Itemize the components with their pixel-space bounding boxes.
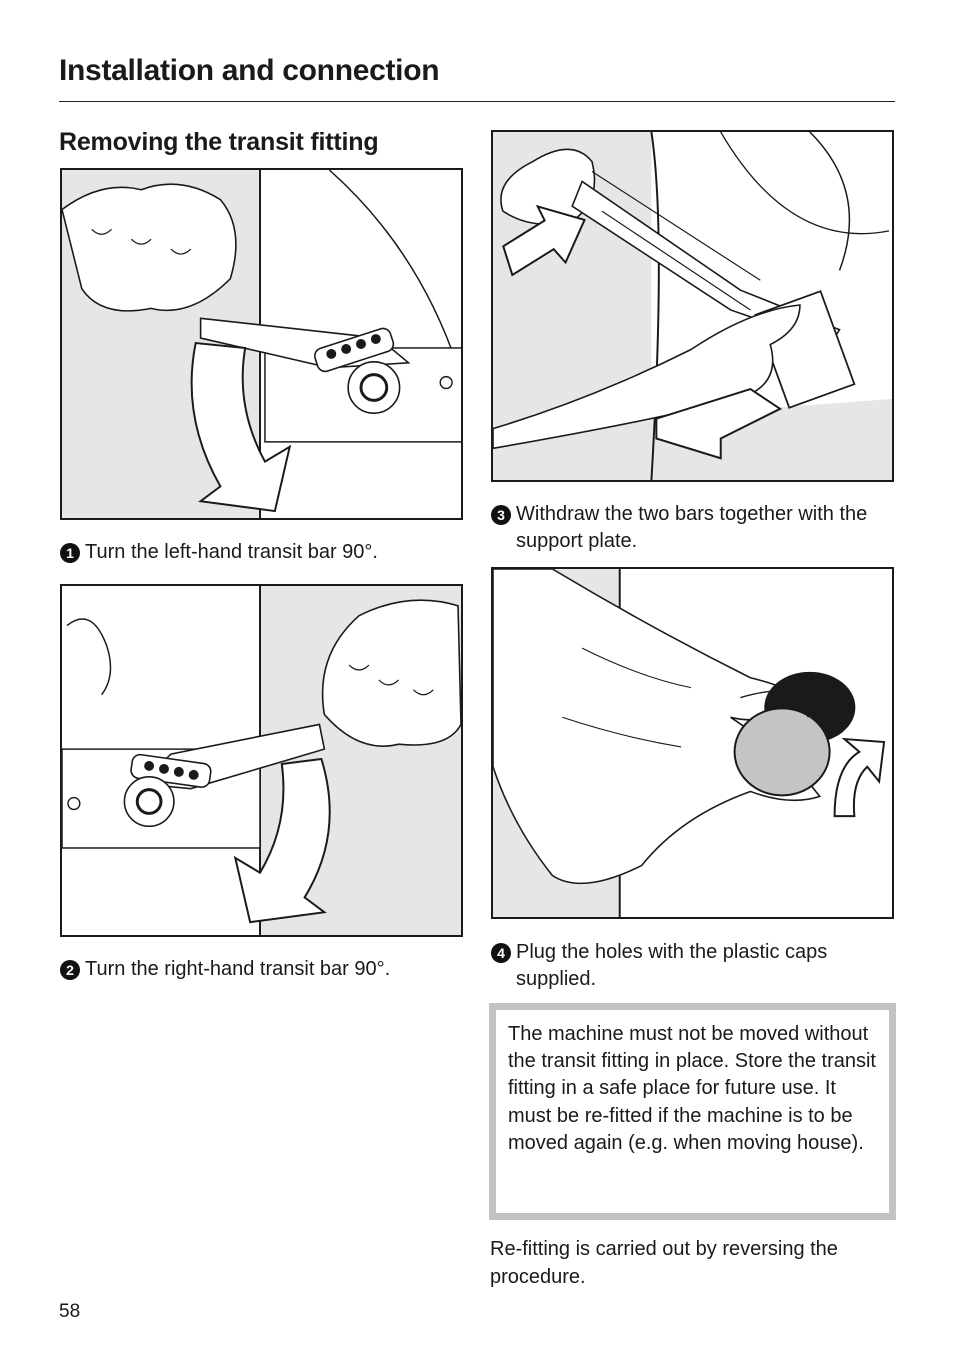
figure-withdraw-bars bbox=[491, 130, 894, 482]
step-3-text: Withdraw the two bars together with the support plate. bbox=[516, 503, 868, 552]
step-2-caption bbox=[60, 956, 480, 983]
step-1-caption bbox=[60, 539, 460, 566]
page-number: 58 bbox=[59, 1301, 81, 1322]
step-4-text: Plug the holes with the plastic caps supplied. bbox=[516, 941, 828, 990]
step-3-number: 3 bbox=[491, 505, 511, 525]
figure-turn-left-bar bbox=[60, 168, 463, 520]
figure-turn-right-bar bbox=[60, 584, 463, 937]
figure-plug-holes bbox=[491, 567, 894, 919]
step-3-caption bbox=[491, 501, 891, 555]
step-4-number: 4 bbox=[491, 943, 511, 963]
warning-note: The machine must not be moved without the transit fitting in place. Store the transit fitting in a safe place for future use. It must be re-fitted if the machine is to be moved again (e.g. when moving house). bbox=[489, 1003, 896, 1220]
step-4-caption bbox=[491, 939, 891, 993]
closing-paragraph: Re-fitting is carried out by reversing the procedure. bbox=[490, 1238, 838, 1288]
page-title: Installation and connection bbox=[59, 54, 440, 87]
step-2-text: Turn the right-hand transit bar 90°. bbox=[85, 958, 391, 980]
step-1-text: Turn the left-hand transit bar 90°. bbox=[85, 541, 378, 563]
section-heading: Removing the transit fitting bbox=[59, 128, 379, 156]
step-1-number: 1 bbox=[60, 543, 80, 563]
title-divider bbox=[59, 101, 895, 102]
step-2-number: 2 bbox=[60, 960, 80, 980]
